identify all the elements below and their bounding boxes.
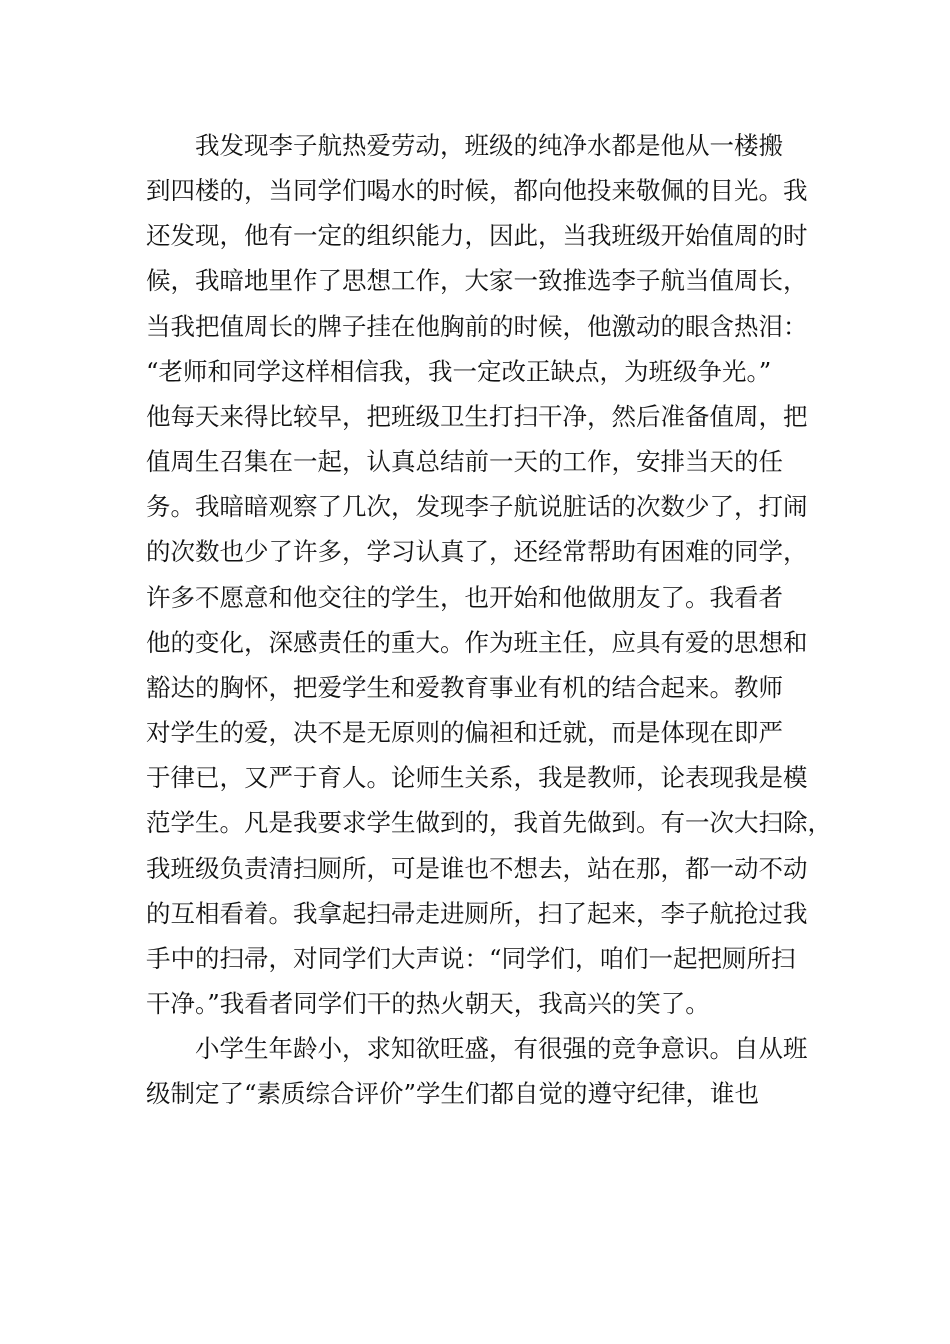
paragraph-1-line-4: 候，我暗地里作了思想工作，大家一致推选李子航当值周长， [146, 266, 808, 295]
paragraph-1-line-7: 他每天来得比较早，把班级卫生打扫干净，然后准备值周，把 [146, 402, 808, 431]
paragraph-1-line-1: 我发现李子航热爱劳动，班级的纯净水都是他从一楼搬 [195, 131, 783, 160]
paragraph-1-line-11: 许多不愿意和他交往的学生，也开始和他做朋友了。我看者 [146, 583, 783, 612]
paragraph-1-line-19: 手中的扫帚，对同学们大声说：“同学们，咱们一起把厕所扫 [146, 944, 796, 973]
paragraph-2-line-1: 小学生年龄小，求知欲旺盛，有很强的竞争意识。自从班 [195, 1034, 808, 1063]
paragraph-1-line-18: 的互相看着。我拿起扫帚走进厕所，扫了起来，李子航抢过我 [146, 899, 808, 928]
paragraph-1-line-14: 对学生的爱，决不是无原则的偏袒和迁就，而是体现在即严 [146, 718, 783, 747]
paragraph-1-line-9: 务。我暗暗观察了几次，发现李子航说脏话的次数少了，打闹 [146, 492, 808, 521]
paragraph-1-line-13: 豁达的胸怀，把爱学生和爱教育事业有机的结合起来。教师 [146, 673, 783, 702]
paragraph-1-line-15: 于律已，又严于育人。论师生关系，我是教师，论表现我是模 [146, 763, 808, 792]
paragraph-1-line-5: 当我把值周长的牌子挂在他胸前的时候，他激动的眼含热泪： [146, 312, 808, 341]
paragraph-1-line-10: 的次数也少了许多，学习认真了，还经常帮助有困难的同学， [146, 537, 808, 566]
paragraph-1-line-17: 我班级负责清扫厕所，可是谁也不想去，站在那，都一动不动 [146, 854, 808, 883]
paragraph-1-line-20: 干净。”我看者同学们干的热火朝天，我高兴的笑了。 [146, 989, 710, 1018]
paragraph-2-line-2: 级制定了“素质综合评价”学生们都自觉的遵守纪律，谁也 [146, 1079, 760, 1108]
paragraph-1-line-2: 到四楼的，当同学们喝水的时候，都向他投来敬佩的目光。我 [146, 176, 808, 205]
paragraph-1-line-16: 范学生。凡是我要求学生做到的，我首先做到。有一次大扫除， [146, 808, 832, 837]
paragraph-1-line-12: 他的变化，深感责任的重大。作为班主任，应具有爱的思想和 [146, 628, 808, 657]
paragraph-1-line-3: 还发现，他有一定的组织能力，因此，当我班级开始值周的时 [146, 221, 808, 250]
paragraph-1-line-6: “老师和同学这样相信我，我一定改正缺点，为班级争光。” [146, 357, 772, 386]
paragraph-1-line-8: 值周生召集在一起，认真总结前一天的工作，安排当天的任 [146, 447, 783, 476]
